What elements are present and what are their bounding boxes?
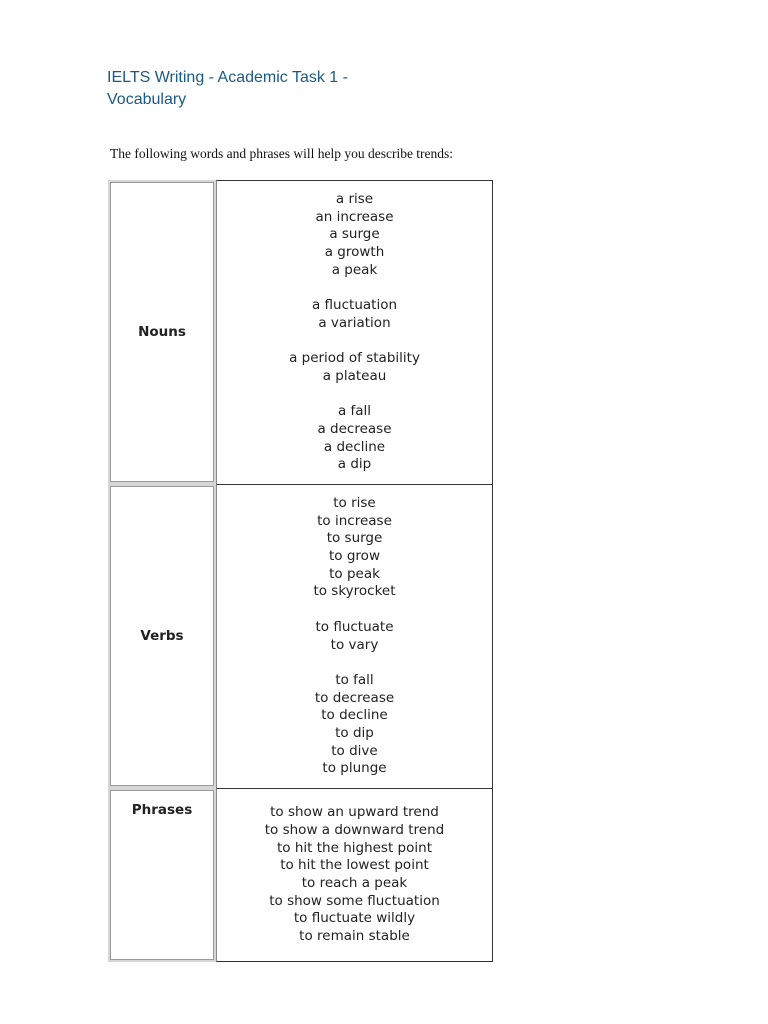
list-item: a fall [337, 403, 372, 420]
list-item: to reach a peak [301, 875, 408, 891]
category-cell-phrases: Phrases [108, 788, 216, 962]
list-item: to remain stable [299, 928, 410, 945]
list-item: to fluctuate wildly [293, 910, 416, 927]
word-group [217, 350, 492, 385]
list-item: to dive [331, 742, 378, 759]
word-group [217, 191, 492, 280]
table-row-nouns [108, 180, 493, 484]
list-item: a variation [318, 314, 391, 331]
category-cell-verbs: Verbs [108, 484, 216, 788]
list-item: to increase [317, 512, 392, 529]
list-item: to rise [333, 494, 376, 511]
list-item: to hit the lowest point [280, 857, 429, 874]
list-item: to vary [330, 636, 379, 653]
list-item: to hit the highest point [277, 839, 432, 856]
list-item: a decrease [317, 420, 392, 437]
list-item: to decrease [314, 689, 395, 706]
page-title: IELTS Writing - Academic Task 1 - Vocabulary [107, 69, 348, 108]
list-item: a plateau [322, 367, 387, 384]
list-item: to surge [326, 530, 383, 547]
list-item: to grow [329, 548, 380, 564]
intro-text: The following words and phrases will help you describe trends: [110, 146, 454, 161]
list-item: to decline [321, 707, 388, 724]
list-item: a rise [335, 190, 374, 207]
list-item: a peak [331, 261, 378, 278]
list-item: to fall [335, 671, 374, 688]
list-item: to fluctuate [315, 618, 394, 635]
list-item: a decline [323, 438, 386, 455]
list-item: a dip [337, 456, 372, 473]
list-item: to skyrocket [313, 583, 396, 600]
word-group [217, 403, 492, 474]
word-group [217, 619, 492, 654]
list-item: to plunge [322, 760, 387, 777]
words-cell-nouns [216, 180, 493, 484]
vocabulary-table [108, 180, 493, 962]
word-group [217, 297, 492, 332]
list-item: to show a downward trend [264, 821, 445, 838]
list-item: to peak [329, 565, 380, 582]
word-group [217, 672, 492, 778]
word-group [217, 804, 492, 946]
words-cell-phrases [216, 788, 493, 962]
words-cell-verbs [216, 484, 493, 788]
list-item: a growth [324, 244, 385, 260]
list-item: a period of stability [289, 350, 420, 367]
category-cell-nouns: Nouns [108, 180, 216, 484]
list-item: a fluctuation [311, 297, 398, 314]
list-item: to show some fluctuation [269, 892, 440, 909]
table-row-verbs [108, 484, 493, 788]
list-item: to show an upward trend [270, 804, 439, 821]
list-item: an increase [315, 208, 394, 225]
list-item: a surge [329, 226, 380, 243]
table-row-phrases [108, 788, 493, 962]
word-group [217, 495, 492, 601]
list-item: to dip [335, 725, 374, 741]
